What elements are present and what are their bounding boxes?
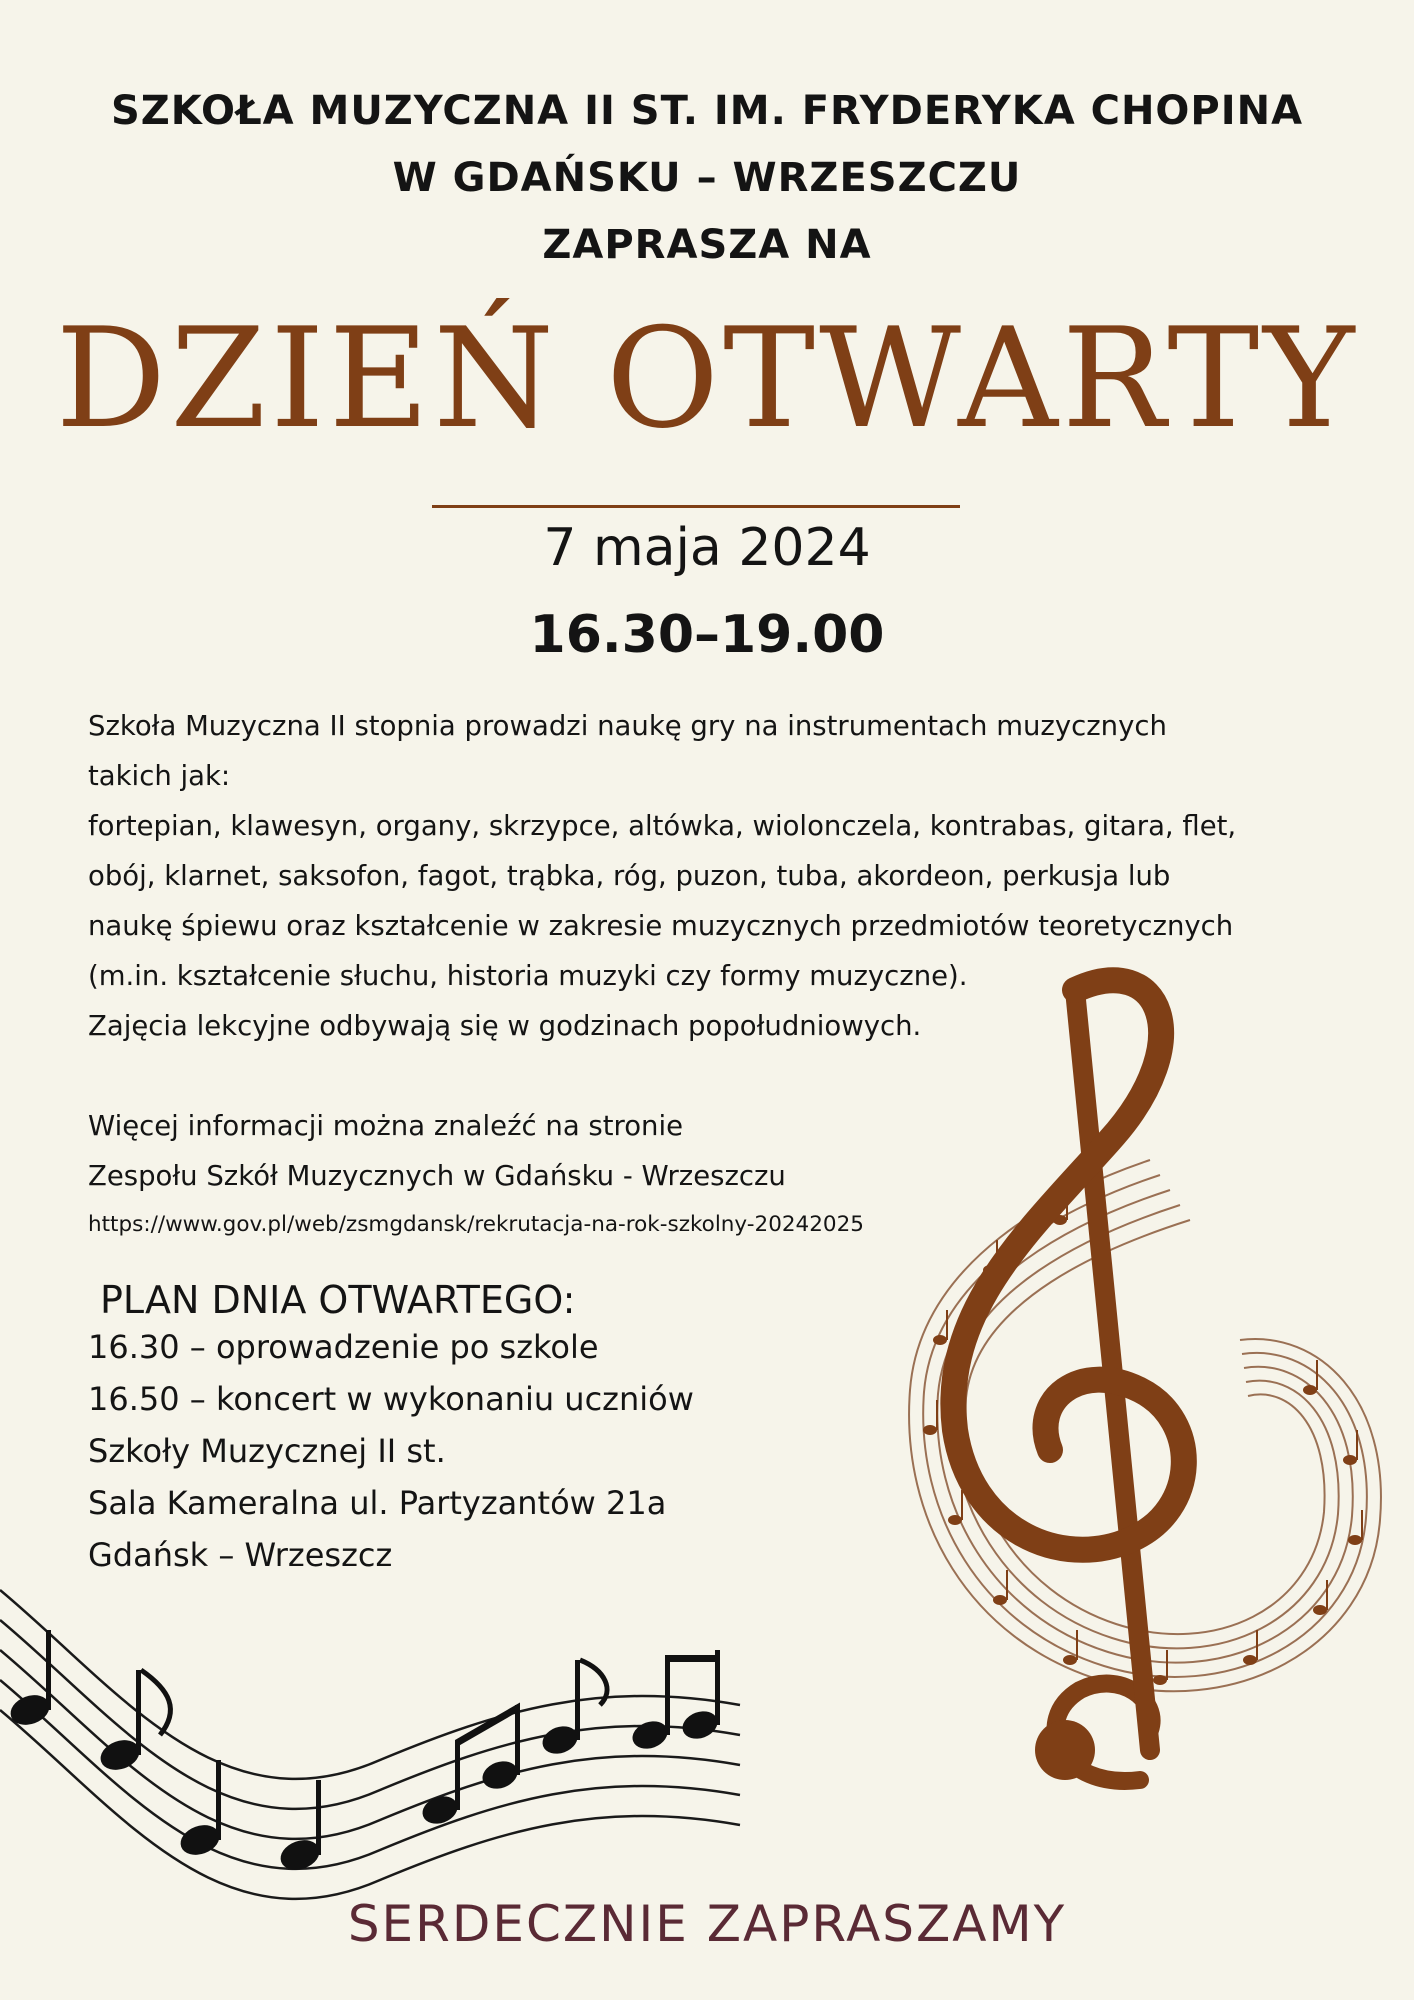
event-time: 16.30–19.00	[529, 605, 885, 665]
description-line: Zajęcia lekcyjne odbywają się w godzinach popołudniowych.	[88, 1010, 922, 1042]
more-info-line: Zespołu Szkół Muzycznych w Gdańsku - Wrzeszczu	[88, 1160, 786, 1192]
invitation-line: ZAPRASZA NA	[542, 222, 872, 268]
info-url-link[interactable]: https://www.gov.pl/web/zsmgdansk/rekrutacja-na-rok-szkolny-20242025	[88, 1212, 864, 1237]
plan-line: 16.50 – koncert w wykonaniu uczniów	[88, 1380, 694, 1418]
description-line: obój, klarnet, saksofon, fagot, trąbka, róg, puzon, tuba, akordeon, perkusja lub	[88, 860, 1171, 892]
description-line: takich jak:	[88, 760, 231, 792]
plan-line: Sala Kameralna ul. Partyzantów 21a	[88, 1484, 667, 1522]
plan-line: Szkoły Muzycznej II st.	[88, 1432, 446, 1470]
description-line: naukę śpiewu oraz kształcenie w zakresie muzycznych przedmiotów teoretycznych	[88, 910, 1234, 942]
more-info-line: Więcej informacji można znaleźć na stronie	[88, 1110, 684, 1142]
treble-clef-decoration	[860, 960, 1414, 1860]
description-line: (m.in. kształcenie słuchu, historia muzyki czy formy muzyczne).	[88, 960, 968, 992]
school-location-line: W GDAŃSKU – WRZESZCZU	[392, 155, 1022, 201]
school-name-line: SZKOŁA MUZYCZNA II ST. IM. FRYDERYKA CHOPINA	[110, 88, 1304, 134]
event-date: 7 maja 2024	[543, 518, 871, 578]
event-title: DZIEŃ OTWARTY	[55, 298, 1359, 459]
footer-invitation: SERDECZNIE ZAPRASZAMY	[347, 1895, 1067, 1953]
title-divider	[432, 505, 960, 508]
description-line: Szkoła Muzyczna II stopnia prowadzi naukę gry na instrumentach muzycznych	[88, 710, 1167, 742]
plan-line: Gdańsk – Wrzeszcz	[88, 1536, 393, 1574]
plan-line: 16.30 – oprowadzenie po szkole	[88, 1328, 599, 1366]
plan-title: PLAN DNIA OTWARTEGO:	[100, 1278, 576, 1322]
description-line: fortepian, klawesyn, organy, skrzypce, altówka, wiolonczela, kontrabas, gitara, flet,	[88, 810, 1237, 842]
